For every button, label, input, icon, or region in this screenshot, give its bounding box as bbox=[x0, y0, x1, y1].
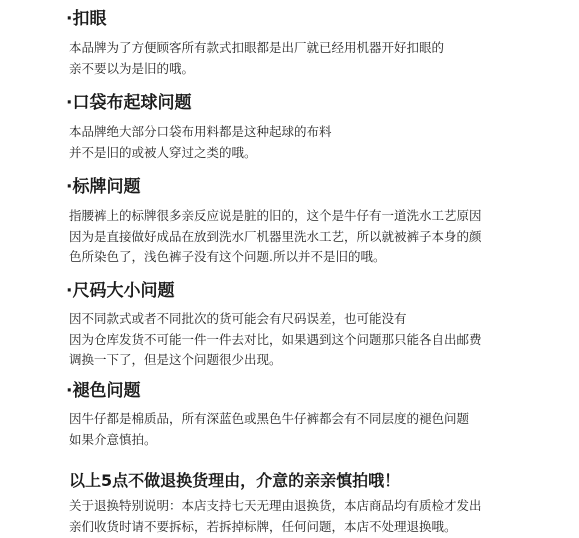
summary-heading: 以上5点不做退换货理由，介意的亲亲慎拍哦！ bbox=[69, 471, 401, 490]
para-line: 因牛仔都是棉质品，所有深蓝色或黑色牛仔裤都会有不同层度的褪色问题 bbox=[69, 411, 470, 426]
para-line: 如果介意慎拍。 bbox=[69, 431, 157, 447]
para-line: 因为仓库发货不可能一件一件去对比，如果遇到这个问题那只能各自出邮费 bbox=[69, 331, 482, 347]
note-line: 亲们收货时请不要拆标，若拆掉标牌，任何问题，本店不处理退换哦。 bbox=[69, 518, 457, 534]
para-line: 调换一下了，但是这个问题很少出现。 bbox=[69, 352, 282, 367]
para-label bbox=[69, 206, 482, 268]
para-line: 因不同款式或者不同批次的货可能会有尺码误差，也可能没有 bbox=[69, 311, 407, 326]
para-line: 色所染色了，浅色裤子没有这个问题.所以并不是旧的哦。 bbox=[69, 249, 386, 264]
para-line: 指腰裤上的标牌很多亲反应说是脏的旧的，这个是牛仔有一道洗水工艺原因 bbox=[69, 208, 482, 223]
para-pocket-pilling bbox=[69, 122, 332, 163]
para-line: 本品牌为了方便顾客所有款式扣眼都是出厂就已经用机器开好扣眼的 bbox=[69, 40, 445, 55]
para-fading bbox=[69, 409, 469, 450]
para-line: 本品牌绝大部分口袋布用料都是这种起球的布料 bbox=[69, 124, 332, 139]
heading-pocket-pilling: ·口袋布起球问题 bbox=[66, 93, 192, 113]
para-buttonhole bbox=[69, 38, 444, 79]
return-policy-note bbox=[69, 496, 482, 537]
para-line: 因为是直接做好成品在放到洗水厂机器里洗水工艺，所以就被裤子本身的颜 bbox=[69, 228, 482, 244]
heading-buttonhole: ·扣眼 bbox=[66, 9, 107, 29]
para-line: 亲不要以为是旧的哦。 bbox=[69, 60, 195, 76]
heading-fading: ·褪色问题 bbox=[66, 381, 141, 401]
heading-label: ·标牌问题 bbox=[66, 177, 141, 197]
para-size bbox=[69, 309, 482, 371]
note-line: 关于退换特别说明：本店支持七天无理由退换货，本店商品均有质检才发出 bbox=[69, 498, 482, 513]
para-line: 并不是旧的或被人穿过之类的哦。 bbox=[69, 144, 257, 160]
heading-size: ·尺码大小问题 bbox=[66, 281, 175, 301]
